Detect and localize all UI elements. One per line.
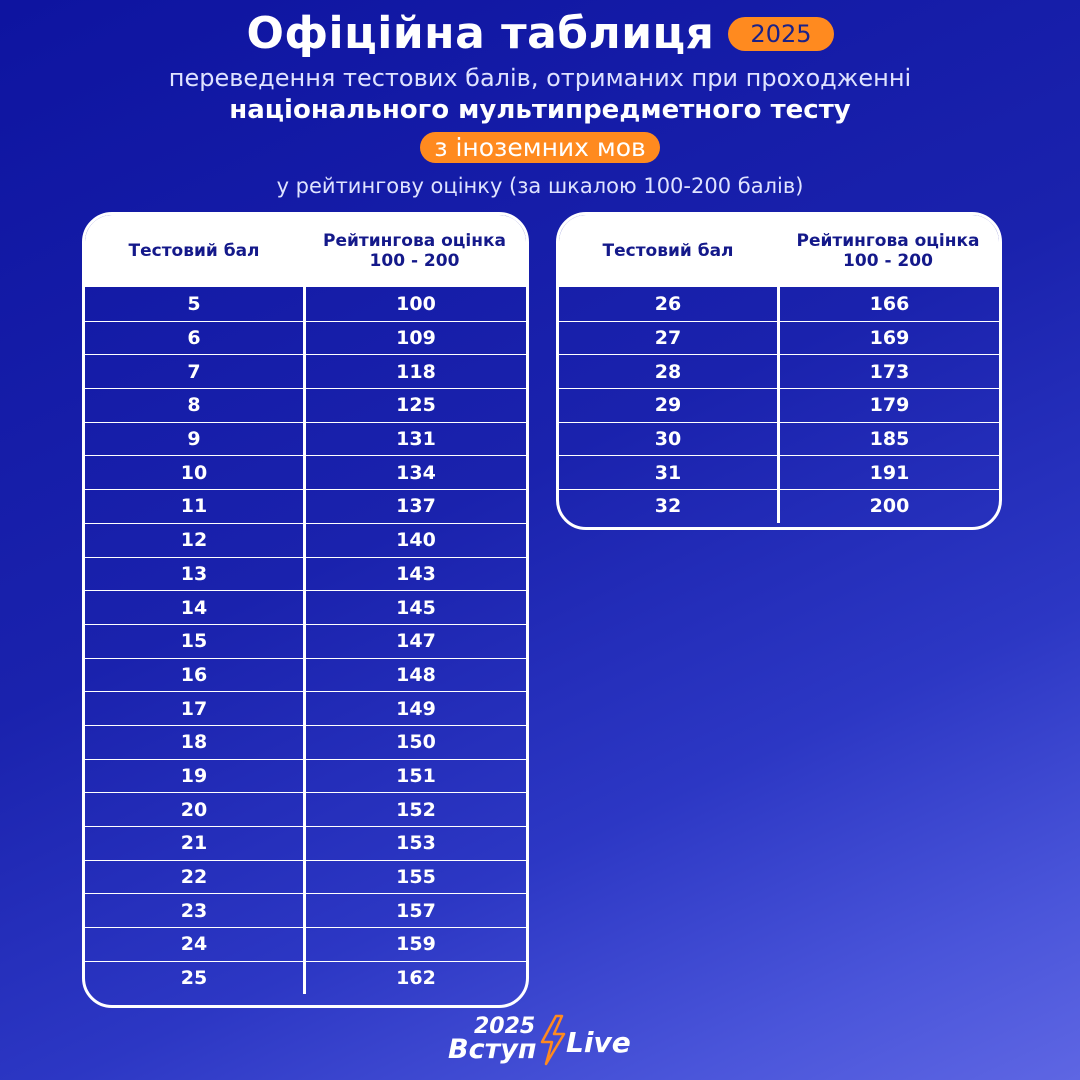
cell-test-score: 27: [559, 322, 780, 355]
table-row: [85, 691, 526, 725]
table-row: [85, 557, 526, 591]
subject-badge: з іноземних мов: [420, 132, 660, 163]
table-row: [85, 826, 526, 860]
cell-test-score: 5: [85, 287, 306, 321]
table-row: [559, 287, 999, 321]
cell-test-score: 21: [85, 827, 306, 860]
table-row: [85, 860, 526, 894]
cell-rating: 100: [396, 292, 436, 315]
page-title: Офіційна таблиця: [246, 8, 715, 59]
logo-year: 2025: [474, 1014, 536, 1039]
table-row: [85, 792, 526, 826]
cell-test-score: 31: [559, 456, 780, 489]
header-rating-line2: 100 - 200: [843, 251, 933, 271]
cell-rating: 134: [396, 461, 436, 484]
table-row: [85, 523, 526, 557]
cell-test-score: 8: [85, 389, 306, 422]
table-row: [85, 624, 526, 658]
cell-rating: 191: [869, 461, 910, 484]
cell-test-score: 13: [85, 558, 306, 591]
cell-test-score: 6: [85, 322, 306, 355]
cell-test-score: 23: [85, 894, 306, 927]
cell-rating: 145: [396, 596, 436, 619]
cell-rating: 169: [869, 327, 910, 350]
table-row: [85, 489, 526, 523]
cell-test-score: 32: [559, 490, 780, 523]
cell-rating: 109: [396, 327, 436, 350]
cell-rating: 159: [396, 933, 436, 956]
subtitle-line-1: переведення тестових балів, отриманих при проходженні: [168, 64, 912, 92]
table-row: [85, 927, 526, 961]
table-row: [85, 725, 526, 759]
year-badge: 2025: [728, 17, 833, 51]
table-body: [559, 287, 999, 523]
cell-test-score: 12: [85, 524, 306, 557]
cell-rating: 147: [396, 630, 436, 653]
cell-rating: 143: [396, 562, 436, 585]
cell-test-score: 28: [559, 355, 780, 388]
logo-word: Вступ: [448, 1034, 537, 1065]
table-body: [85, 287, 526, 994]
cell-test-score: 15: [85, 625, 306, 658]
cell-rating: 125: [396, 394, 436, 417]
cell-rating: 151: [396, 764, 436, 787]
cell-test-score: 26: [559, 287, 780, 321]
cell-test-score: 24: [85, 928, 306, 961]
cell-test-score: 9: [85, 423, 306, 456]
header-rating-line1: Рейтингова оцінка: [323, 231, 506, 251]
table-row: [559, 455, 999, 489]
table-row: [559, 388, 999, 422]
subtitle-line-3: у рейтингову оцінку (за шкалою 100-200 балів): [276, 174, 804, 198]
vstup-live-logo: [448, 1014, 634, 1066]
table-header: [559, 215, 999, 287]
cell-test-score: 22: [85, 861, 306, 894]
table-row: [85, 893, 526, 927]
cell-test-score: 30: [559, 423, 780, 456]
subtitle-line-2: національного мультипредметного тесту: [229, 95, 851, 125]
table-row: [559, 422, 999, 456]
cell-test-score: 18: [85, 726, 306, 759]
title-row: [0, 8, 1080, 59]
cell-rating: 137: [396, 495, 436, 518]
cell-test-score: 20: [85, 793, 306, 826]
table-row: [559, 354, 999, 388]
cell-rating: 149: [396, 697, 436, 720]
logo-live: Live: [566, 1026, 631, 1059]
header-rating: [777, 215, 999, 287]
cell-test-score: 14: [85, 591, 306, 624]
cell-rating: 162: [396, 967, 436, 990]
table-row: [85, 590, 526, 624]
cell-test-score: 19: [85, 760, 306, 793]
cell-rating: 153: [396, 832, 436, 855]
table-row: [85, 321, 526, 355]
cell-rating: 150: [396, 731, 436, 754]
subject-badge-wrap: [0, 132, 1080, 163]
header-rating: [303, 215, 526, 287]
cell-rating: 140: [396, 529, 436, 552]
header-test-score: Тестовий бал: [602, 241, 734, 261]
cell-rating: 155: [396, 866, 436, 889]
cell-test-score: 16: [85, 659, 306, 692]
cell-rating: 118: [396, 360, 436, 383]
table-row: [85, 759, 526, 793]
cell-test-score: 7: [85, 355, 306, 388]
header-test-score: Тестовий бал: [128, 241, 260, 261]
cell-rating: 179: [869, 394, 910, 417]
score-table-right: [556, 212, 1002, 530]
table-row: [85, 961, 526, 995]
header-rating-line2: 100 - 200: [369, 251, 460, 271]
table-row: [85, 455, 526, 489]
table-header: [85, 215, 526, 287]
table-row: [85, 658, 526, 692]
cell-rating: 185: [869, 428, 910, 451]
cell-test-score: 29: [559, 389, 780, 422]
cell-test-score: 17: [85, 692, 306, 725]
header-rating-line1: Рейтингова оцінка: [796, 231, 980, 251]
cell-rating: 152: [396, 798, 436, 821]
cell-rating: 173: [869, 360, 910, 383]
cell-rating: 148: [396, 663, 436, 686]
score-table-left: [82, 212, 529, 1008]
cell-rating: 200: [869, 495, 910, 518]
cell-test-score: 10: [85, 456, 306, 489]
cell-rating: 131: [396, 428, 436, 451]
cell-test-score: 11: [85, 490, 306, 523]
table-row: [85, 354, 526, 388]
table-row: [85, 422, 526, 456]
table-row: [85, 388, 526, 422]
cell-rating: 166: [869, 292, 910, 315]
cell-test-score: 25: [85, 962, 306, 995]
lightning-icon: [536, 1014, 570, 1066]
table-row: [559, 321, 999, 355]
cell-rating: 157: [396, 899, 436, 922]
table-row: [559, 489, 999, 523]
table-row: [85, 287, 526, 321]
